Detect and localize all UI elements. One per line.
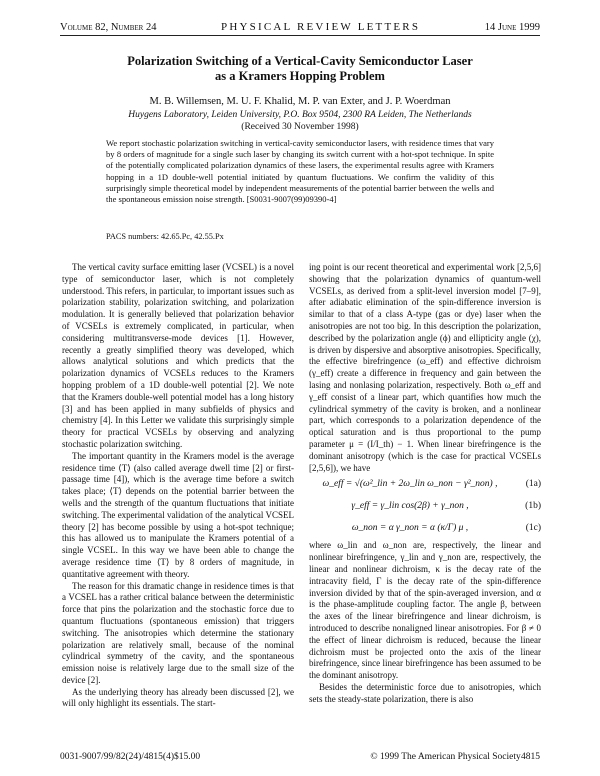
header-rule — [60, 35, 540, 36]
paragraph: As the underlying theory has already been discussed [2], we will only highlight its essentials. The start- — [62, 686, 294, 709]
paragraph: The vertical cavity surface emitting laser (VCSEL) is a novel type of semiconductor laser, which is not completely understood. This refers, in particular, to important issues such as polarization stability, polarization switching, and polarization modulation. It is generally believed that polarization behavior of VCSELs is extremely complicated, in particular, when considering multitransverse-mode devices [1]. However, recently a greatly simplified theory was developed, which allows analytical solutions and which predicts that the polarization dynamics of VCSELs reduces to the Kramers hopping problem of a 1D double-well potential [2]. We note that the Kramers double-well potential model has a long history [3] and has been applied in many subfields of physics and chemistry [4]. In this Letter we validate this surprisingly simple theory for practical VCSELs by observing and analyzing stochastic polarization switching. — [62, 262, 294, 449]
issue-date: 14 June 1999 — [484, 21, 540, 33]
copyright: © 1999 The American Physical Society — [370, 752, 521, 762]
right-column — [309, 262, 541, 706]
equation-label: (1a) — [525, 479, 541, 490]
equation-expression: γ_eff = γ_lin cos(2β) + γ_non , — [351, 501, 469, 512]
journal-name: PHYSICAL REVIEW LETTERS — [221, 21, 421, 33]
page-footer — [60, 752, 540, 762]
equation-1b — [309, 496, 541, 518]
paragraph: The important quantity in the Kramers model is the average residence time ⟨T⟩ (also called average dwell time [2] or first-passage time [4]), which is the average time before a switch takes place; ⟨T⟩ depends on the potential barrier between the wells and the strength of the quantum fluctuations that initiate switching. The experimental validation of the analytical VCSEL theory [2] has become possible by using a hot-spot technique; this has allowed us to manipulate the Kramers potential of a single VCSEL. In this way we have been able to change the average residence time ⟨T⟩ by 8 orders of magnitude, in quantitative agreement with theory. — [62, 450, 294, 579]
paragraph: The reason for this dramatic change in residence times is that a VCSEL has a rather critical balance between the deterministic force that pins the polarization and the stochastic force due to quantum fluctuations (spontaneous emission) that triggers switching. The anisotropies which determine the stationary polarization are relatively small, because of the nominal cylindrical symmetry of the cavity, and the spontaneous emission noise is relatively large due to the small size of the device [2]. — [62, 580, 294, 685]
paragraph: ing point is our recent theoretical and experimental work [2,5,6] showing that the polarization dynamics of quantum-well VCSELs, as derived from a split-level inversion model [7–9], after adiabatic elimination of the spin-difference inversion is similar to that of a class A-type (gas or dye) laser when the anisotropies are not too big. In this description the polarization, described by the polarization angle (ϕ) and ellipticity angle (χ), is driven by dispersive and absorptive anisotropies. Specifically, the effective birefringence (ω_eff) and effective dichroism (γ_eff) create a difference in frequency and gain between the lasing and nonlasing polarization, respectively. Both ω_eff and γ_eff consist of a linear part, which quantifies how much the cylindrical symmetry of the cavity is broken, and a nonlinear part, which corresponds to a polarization dependence of the optical saturation and is thus proportional to the pump parameter μ = (I/I_th) − 1. When linear birefringence is the dominant anisotropy (which is the case for practical VCSELs [2,5,6]), we have — [309, 262, 541, 473]
paragraph: Besides the deterministic force due to anisotropies, which sets the steady-state polarization, there is also — [309, 681, 541, 704]
pacs-numbers: PACS numbers: 42.65.Pc, 42.55.Px — [106, 232, 224, 241]
title-line-1: Polarization Switching of a Vertical-Cavity Semiconductor Laser — [127, 54, 473, 68]
equation-label: (1b) — [525, 501, 541, 512]
equation-1c — [309, 518, 541, 540]
equation-1a — [309, 474, 541, 496]
received-date: (Received 30 November 1998) — [241, 122, 359, 132]
equation-expression: ω_eff = √(ω²_lin + 2ω_lin ω_non − γ²_non) , — [322, 479, 498, 490]
paragraph: where ω_lin and ω_non are, respectively, the linear and nonlinear birefringence, γ_lin and γ_non are, respectively, the linear and nonlinear dichroism, κ is the decay rate of the intracavity field, Γ is the decay rate of the spin-difference inversion divided by that of the spin-averaged inversion, and α is the phase-amplitude coupling factor. The angle β, between the axes of the linear birefringence and linear dichroism, is introduced to describe nonaligned linear anisotropies. For β ≠ 0 the effect of linear dichroism is reduced, because the linear dichroism must be projected onto the axis of the linear birefringence, since linear birefringence has been assumed to be the dominant anisotropy. — [309, 540, 541, 681]
title-line-2: as a Kramers Hopping Problem — [215, 69, 385, 83]
running-header — [60, 20, 540, 34]
volume-number: Volume 82, Number 24 — [60, 21, 157, 33]
article-code: 0031-9007/99/82(24)/4815(4)$15.00 — [60, 752, 201, 762]
left-column — [62, 262, 294, 710]
author-list: M. B. Willemsen, M. U. F. Khalid, M. P. van Exter, and J. P. Woerdman — [149, 96, 451, 107]
affiliation: Huygens Laboratory, Leiden University, P.O. Box 9504, 2300 RA Leiden, The Netherlands — [128, 110, 472, 120]
equation-expression: ω_non = α γ_non = α (κ/Γ) μ , — [351, 523, 469, 534]
article-title — [60, 54, 540, 84]
equation-label: (1c) — [525, 523, 541, 534]
page-number: 4815 — [521, 752, 540, 762]
abstract: We report stochastic polarization switching in vertical-cavity semiconductor lasers, with residence times that vary by 8 orders of magnitude for a single such laser by changing its switch current with a hot-spot technique. In spite of the potentially complicated polarization dynamics of these lasers, the experimental results agree with Kramers hopping in a 1D double-well potential initiated by quantum fluctuations. We confirm the validity of this surprisingly simple theoretical model by independent measurements of the potential barrier between the wells and the spontaneous emission noise strength. [S0031-9007(99)09390-4] — [106, 138, 494, 205]
